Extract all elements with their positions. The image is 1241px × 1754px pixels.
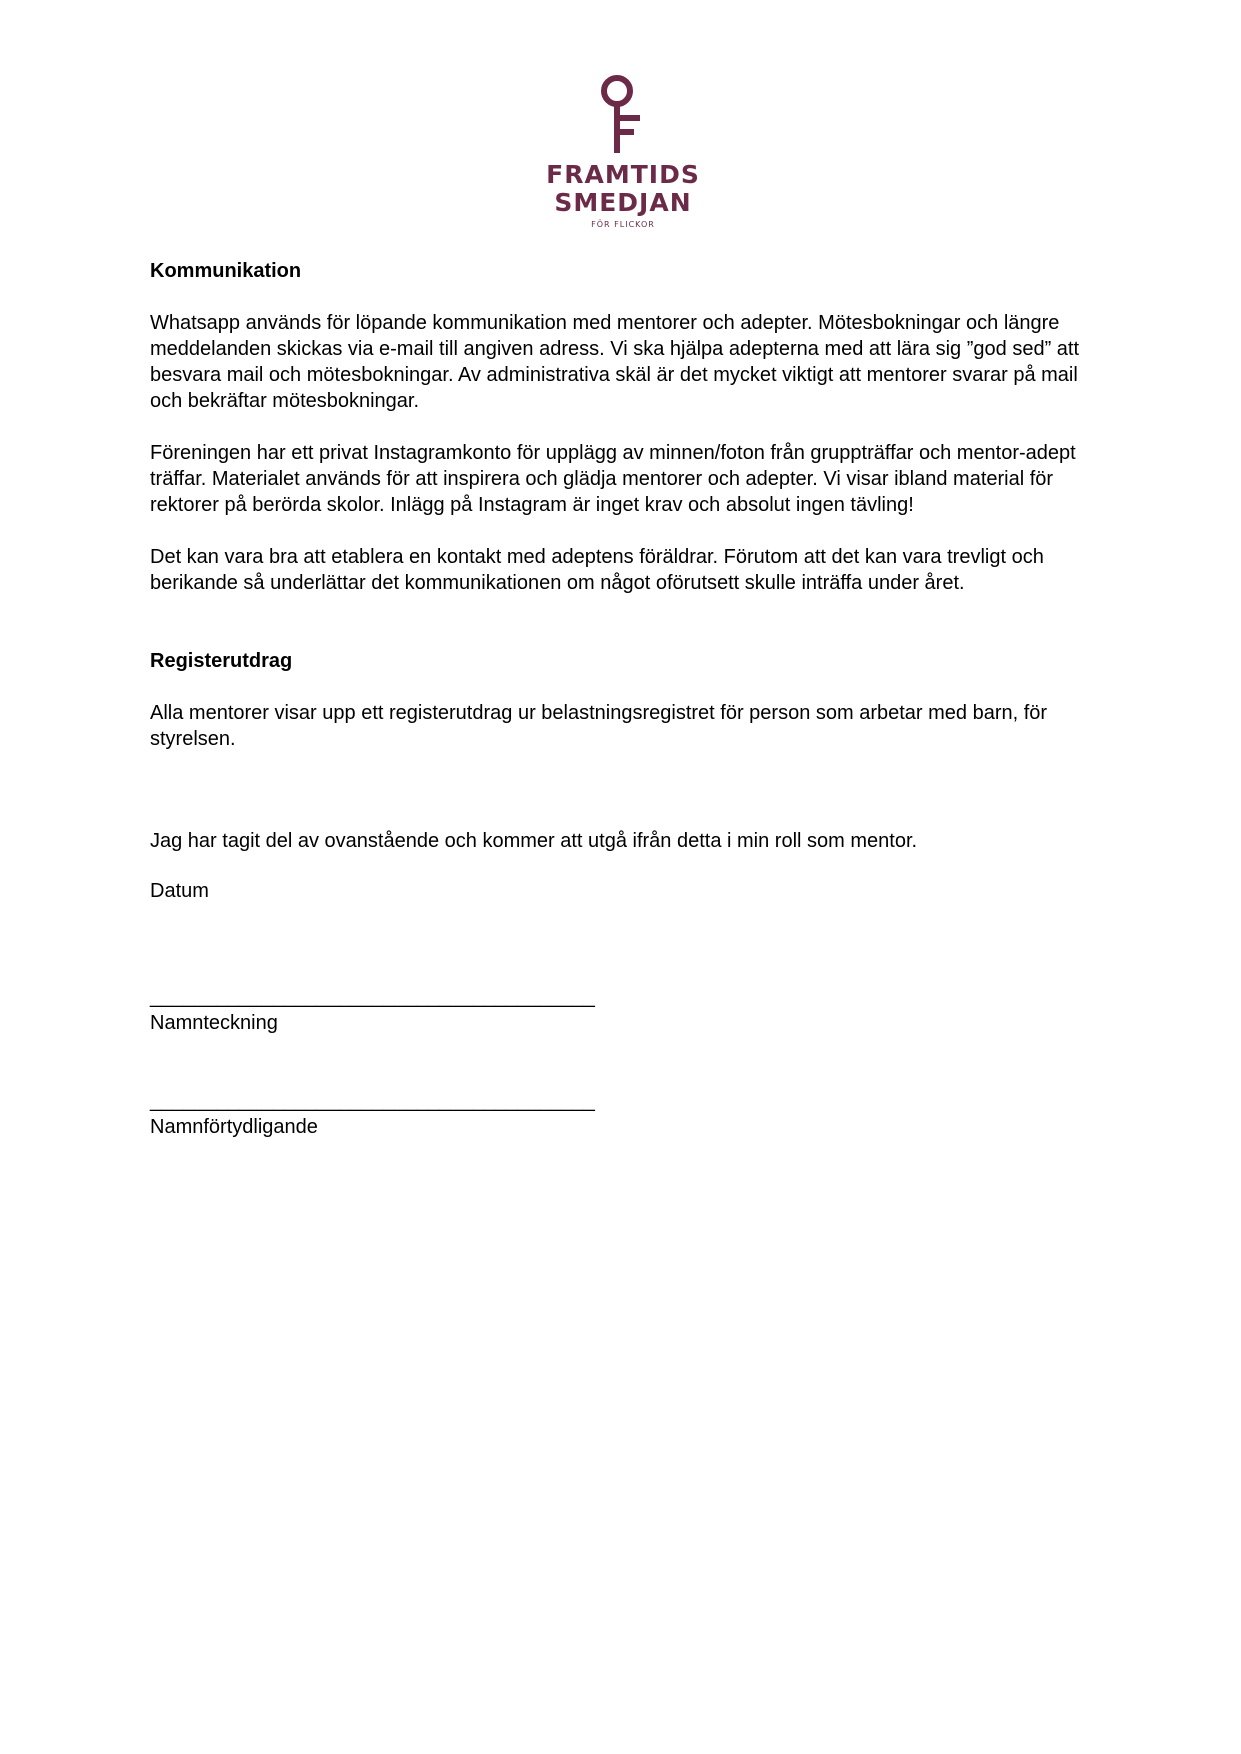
document-body [150,258,1100,1140]
confirmation-statement: Jag har tagit del av ovanstående och kommer att utgå ifrån detta i min roll som mentor. [150,830,918,852]
section-heading-registerutdrag: Registerutdrag [150,650,293,672]
key-icon [600,75,646,153]
logo-tagline: FÖR FLICKOR [591,220,655,229]
paragraph-instagram: Föreningen har ett privat Instagramkonto för upplägg av minnen/foton från gruppträffar och mentor-adept träffar. Materialet används för att inspirera och glädja mentorer och adepter. Vi visar ibland material för rektorer på berörda skolor. Inlägg på Instagram är inget krav och absolut ingen tävling! [150,442,1076,516]
name-clarification-line: ________________________________________ [150,1090,595,1112]
signature-line: ________________________________________ [150,986,595,1008]
paragraph-registerutdrag: Alla mentorer visar upp ett registerutdrag ur belastningsregistret för person som arbetar med barn, för styrelsen. [150,702,1048,750]
section-heading-kommunikation: Kommunikation [150,260,302,282]
framtidssmedjan-logo [540,70,706,230]
datum-label: Datum [150,880,209,902]
logo-text-line1: FRAMTIDS [546,160,700,189]
paragraph-parents: Det kan vara bra att etablera en kontakt med adeptens föräldrar. Förutom att det kan vara trevligt och berikande så underlättar det kommunikationen om något oförutsett skulle inträffa under året. [150,546,1044,594]
paragraph-whatsapp: Whatsapp används för löpande kommunikation med mentorer och adepter. Mötesbokningar och längre meddelanden skickas via e-mail till angiven adress. Vi ska hjälpa adepterna med att lära sig ”god sed” att besvara mail och mötesbokningar. Av administrativa skäl är det mycket viktigt att mentorer svarar på mail och bekräftar mötesbokningar. [150,312,1080,412]
signature-label: Namnteckning [150,1012,278,1034]
name-clarification-label: Namnförtydligande [150,1116,318,1138]
logo-text-line2: SMEDJAN [554,188,692,217]
